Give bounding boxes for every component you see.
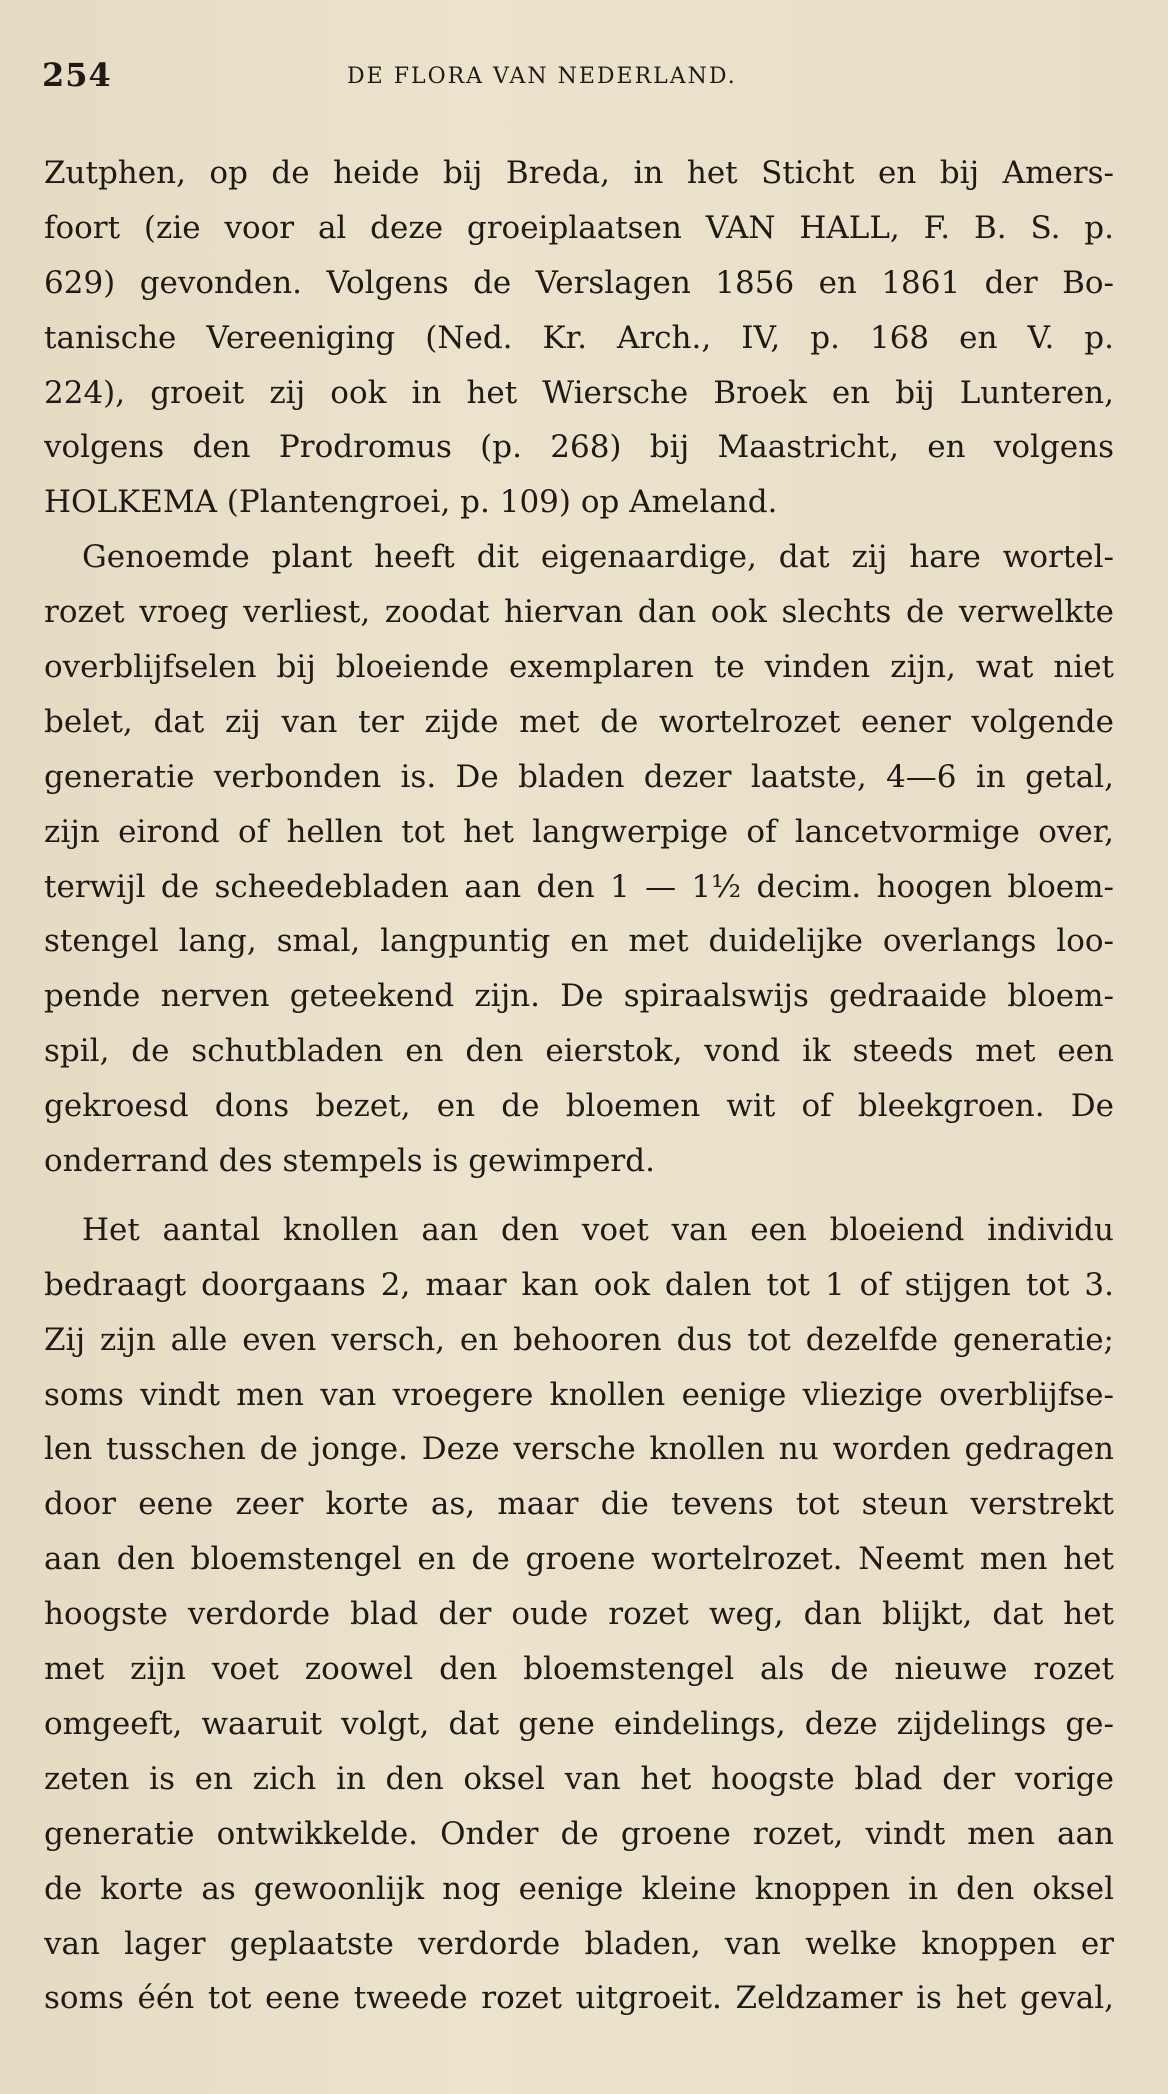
text-line: zeten is en zich in den oksel van het hoogste blad der vorige (44, 1760, 1114, 1797)
text-line: Het aantal knollen aan den voet van een bloeiend individu (82, 1211, 1114, 1248)
text-line: soms één tot eene tweede rozet uitgroeit. Zeldzamer is het geval, (44, 1980, 1114, 2017)
paragraph-gap (44, 1189, 1114, 1203)
text-line: generatie ontwikkelde. Onder de groene rozet, vindt men aan (44, 1815, 1114, 1852)
text-line: belet, dat zij van ter zijde met de wortelrozet eener volgende (44, 703, 1114, 740)
text-line: aan den bloemstengel en de groene wortelrozet. Neemt men het (44, 1541, 1114, 1578)
text-line: Genoemde plant heeft dit eigenaardige, dat zij hare wortel- (82, 539, 1114, 576)
text-line: pende nerven geteekend zijn. De spiraalswijs gedraaide bloem- (44, 978, 1114, 1015)
paragraph-3 (44, 1203, 1114, 2026)
text-line: volgens den Prodromus (p. 268) bij Maastricht, en volgens (44, 429, 1114, 466)
text-line: zijn eirond of hellen tot het langwerpige of lancetvormige over, (44, 813, 1114, 850)
body-text (44, 146, 1114, 2026)
text-line: soms vindt men van vroegere knollen eenige vliezige overblijfse- (44, 1376, 1114, 1413)
text-line: stengel lang, smal, langpuntig en met duidelijke overlangs loo- (44, 923, 1114, 960)
text-line: de korte as gewoonlijk nog eenige kleine knoppen in den oksel (44, 1870, 1114, 1907)
paragraph-2 (44, 530, 1114, 1189)
text-line: HOLKEMA (Plantengroei, p. 109) op Ameland. (44, 484, 778, 521)
page-header (42, 56, 1128, 102)
text-line: spil, de schutbladen en den eierstok, vond ik steeds met een (44, 1033, 1114, 1070)
text-line: hoogste verdorde blad der oude rozet weg, dan blijkt, dat het (44, 1596, 1114, 1633)
text-line: 629) gevonden. Volgens de Verslagen 1856 en 1861 der Bo- (44, 264, 1114, 301)
text-line: gekroesd dons bezet, en de bloemen wit of bleekgroen. De (44, 1088, 1114, 1125)
text-line: foort (zie voor al deze groeiplaatsen VAN HALL, F. B. S. p. (44, 209, 1114, 246)
text-line: 224), groeit zij ook in het Wiersche Broek en bij Lunteren, (44, 374, 1114, 411)
text-line: Zij zijn alle even versch, en behooren dus tot dezelfde generatie; (44, 1321, 1114, 1358)
text-line: len tusschen de jonge. Deze versche knollen nu worden gedragen (44, 1431, 1114, 1468)
text-line: Zutphen, op de heide bij Breda, in het Sticht en bij Amers- (44, 155, 1114, 191)
text-line: met zijn voet zoowel den bloemstengel als de nieuwe rozet (44, 1651, 1114, 1688)
text-line: overblijfselen bij bloeiende exemplaren te vinden zijn, wat niet (44, 649, 1114, 686)
text-line: onderrand des stempels is gewimperd. (44, 1143, 655, 1180)
text-line: terwijl de scheedebladen aan den 1 — 1½ decim. hoogen bloem- (44, 868, 1114, 905)
text-line: rozet vroeg verliest, zoodat hiervan dan ook slechts de verwelkte (44, 594, 1114, 631)
running-title: DE FLORA VAN NEDERLAND. (347, 64, 737, 89)
text-line: van lager geplaatste verdorde bladen, van welke knoppen er (44, 1925, 1114, 1962)
paragraph-1 (44, 146, 1114, 530)
text-line: generatie verbonden is. De bladen dezer laatste, 4—6 in getal, (44, 758, 1114, 795)
text-line: bedraagt doorgaans 2, maar kan ook dalen tot 1 of stijgen tot 3. (44, 1266, 1114, 1303)
text-line: door eene zeer korte as, maar die tevens tot steun verstrekt (44, 1486, 1114, 1523)
text-line: omgeeft, waaruit volgt, dat gene eindelings, deze zijdelings ge- (44, 1705, 1114, 1742)
page-number: 254 (42, 56, 112, 94)
text-line: tanische Vereeniging (Ned. Kr. Arch., IV, p. 168 en V. p. (44, 319, 1114, 356)
